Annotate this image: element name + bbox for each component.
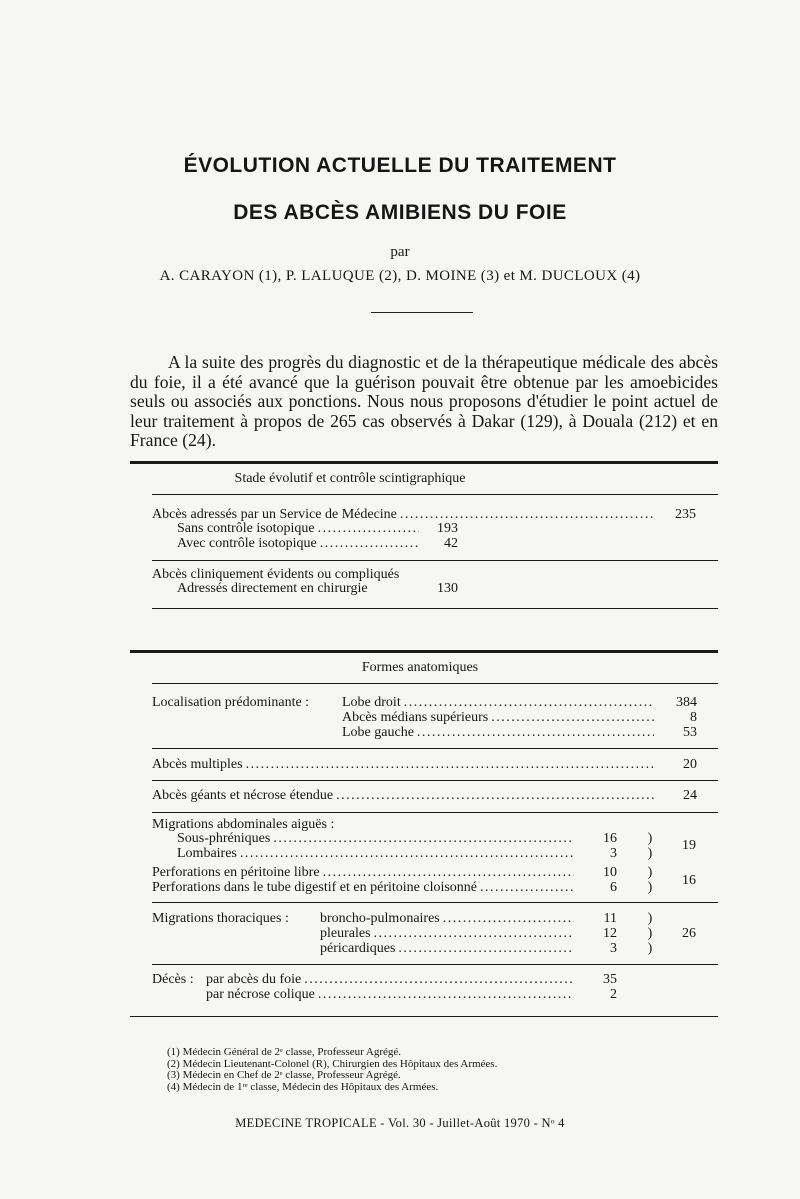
row-label: Abcès médians supérieurs bbox=[342, 710, 489, 725]
row-label: Abcès cliniquement évidents ou compliqués bbox=[152, 567, 400, 582]
table-row bbox=[206, 987, 617, 1003]
row-value: 12 bbox=[603, 926, 617, 941]
row-value: 20 bbox=[683, 757, 697, 772]
footnotes bbox=[167, 1047, 727, 1093]
table-row bbox=[152, 757, 697, 773]
row-label: Lobe gauche bbox=[342, 725, 414, 740]
bracket: ) bbox=[647, 880, 653, 895]
bracket: ) bbox=[647, 926, 653, 941]
perf-total: 16 bbox=[682, 873, 696, 888]
table1-bottom-rule bbox=[152, 608, 718, 609]
table2-heading: Formes anatomiques bbox=[361, 660, 479, 675]
row-label: Abcès géants et nécrose étendue bbox=[152, 788, 334, 803]
title-line-1: ÉVOLUTION ACTUELLE DU TRAITEMENT bbox=[183, 154, 617, 177]
row-label: Abcès multiples bbox=[152, 757, 243, 772]
row-label: Avec contrôle isotopique bbox=[177, 536, 317, 551]
table-row bbox=[152, 865, 617, 881]
table-row bbox=[177, 831, 617, 847]
table-row bbox=[177, 846, 617, 862]
table-row bbox=[177, 521, 458, 537]
table2-bottom-rule bbox=[130, 1016, 718, 1017]
table-row bbox=[177, 536, 458, 552]
footnote-1: (1) Médecin Général de 2ᵉ classe, Professeur Agrégé. bbox=[167, 1046, 402, 1058]
table2-rule-3 bbox=[152, 812, 718, 813]
table-row bbox=[320, 926, 617, 942]
title-line-2: DES ABCÈS AMIBIENS DU FOIE bbox=[233, 201, 567, 224]
footnote-2: (2) Médecin Lieutenant-Colonel (R), Chirurgien des Hôpitaux des Armées. bbox=[167, 1057, 498, 1070]
row-value: 16 bbox=[603, 831, 617, 846]
journal-footer: MEDECINE TROPICALE - Vol. 30 - Juillet-Août 1970 - Nᵒ 4 bbox=[235, 1116, 565, 1130]
footnote-3: (3) Médecin en Chef de 2ᵉ classe, Professeur Agrégé. bbox=[167, 1069, 401, 1081]
row-label: broncho-pulmonaires bbox=[320, 911, 440, 926]
migr-thor-label: Migrations thoraciques : bbox=[152, 911, 289, 926]
bracket: ) bbox=[647, 865, 653, 880]
row-value: 53 bbox=[683, 725, 697, 740]
row-value: 10 bbox=[603, 865, 617, 880]
row-value: 42 bbox=[444, 536, 458, 551]
row-value: 2 bbox=[610, 987, 617, 1002]
table-row bbox=[320, 911, 617, 927]
thor-total: 26 bbox=[682, 926, 696, 941]
row-value: 130 bbox=[437, 581, 458, 596]
row-value: 11 bbox=[603, 911, 617, 926]
table-row bbox=[177, 581, 458, 597]
table1-mid-rule bbox=[152, 560, 718, 561]
table-row bbox=[152, 788, 697, 804]
row-label: Perforations en péritoine libre bbox=[152, 865, 320, 880]
loc-label: Localisation prédominante : bbox=[152, 695, 310, 710]
table2-rule-1 bbox=[152, 748, 718, 749]
row-value: 35 bbox=[603, 972, 617, 987]
row-label: Abcès adressés par un Service de Médecine bbox=[152, 507, 397, 522]
table-row bbox=[320, 941, 617, 957]
table1-top-rule bbox=[130, 461, 718, 464]
table2-rule-4 bbox=[152, 902, 718, 903]
table1-heading: Stade évolutif et contrôle scintigraphique bbox=[234, 471, 466, 486]
authors: A. CARAYON (1), P. LALUQUE (2), D. MOINE (3) et M. DUCLOUX (4) bbox=[159, 268, 641, 284]
table1-head-rule bbox=[152, 494, 718, 495]
row-label: Lombaires bbox=[177, 846, 237, 861]
intro-paragraph: A la suite des progrès du diagnostic et de la thérapeutique médicale des abcès du foie, il a été avancé que la guérison pouvait être obtenue par les amoebicides seuls ou associés aux ponctions. Nous nous proposons d'étudier le point actuel de leur traitement à propos de 265 cas observés à Dakar (129), à Douala (212) et en France (24). bbox=[130, 352, 718, 450]
table-row bbox=[206, 972, 617, 988]
bracket: ) bbox=[647, 831, 653, 846]
abd-total: 19 bbox=[682, 838, 696, 853]
table-row bbox=[342, 710, 697, 726]
table2-top-rule bbox=[130, 650, 718, 653]
row-label: Adressés directement en chirurgie bbox=[177, 581, 368, 596]
bracket: ) bbox=[647, 846, 653, 861]
title-separator bbox=[371, 312, 473, 313]
row-value: 235 bbox=[675, 507, 696, 522]
row-label: péricardiques bbox=[320, 941, 396, 956]
bracket: ) bbox=[647, 941, 653, 956]
row-value: 3 bbox=[610, 941, 617, 956]
row-value: 6 bbox=[610, 880, 617, 895]
row-label: Perforations dans le tube digestif et en péritoine cloisonné bbox=[152, 880, 478, 895]
row-value: 8 bbox=[690, 710, 697, 725]
row-value: 384 bbox=[676, 695, 697, 710]
row-label: Lobe droit bbox=[342, 695, 401, 710]
table2-rule-2 bbox=[152, 780, 718, 781]
by-label: par bbox=[390, 244, 410, 260]
row-label: pleurales bbox=[320, 926, 371, 941]
footnote-4: (4) Médecin de 1ʳᵉ classe, Médecin des Hôpitaux des Armées. bbox=[167, 1080, 439, 1093]
table-row bbox=[342, 725, 697, 741]
table2-head-rule bbox=[152, 683, 718, 684]
migr-abd-label: Migrations abdominales aiguës : bbox=[152, 817, 335, 832]
row-value: 24 bbox=[683, 788, 697, 803]
table-row bbox=[342, 695, 697, 711]
table2-rule-5 bbox=[152, 964, 718, 965]
row-label: par abcès du foie bbox=[206, 972, 302, 987]
row-label: Sous-phréniques bbox=[177, 831, 271, 846]
table-row bbox=[152, 880, 617, 896]
row-label: par nécrose colique bbox=[206, 987, 315, 1002]
bracket: ) bbox=[647, 911, 653, 926]
row-value: 193 bbox=[437, 521, 458, 536]
row-label: Sans contrôle isotopique bbox=[177, 521, 315, 536]
row-value: 3 bbox=[610, 846, 617, 861]
deces-label: Décès : bbox=[152, 972, 194, 987]
